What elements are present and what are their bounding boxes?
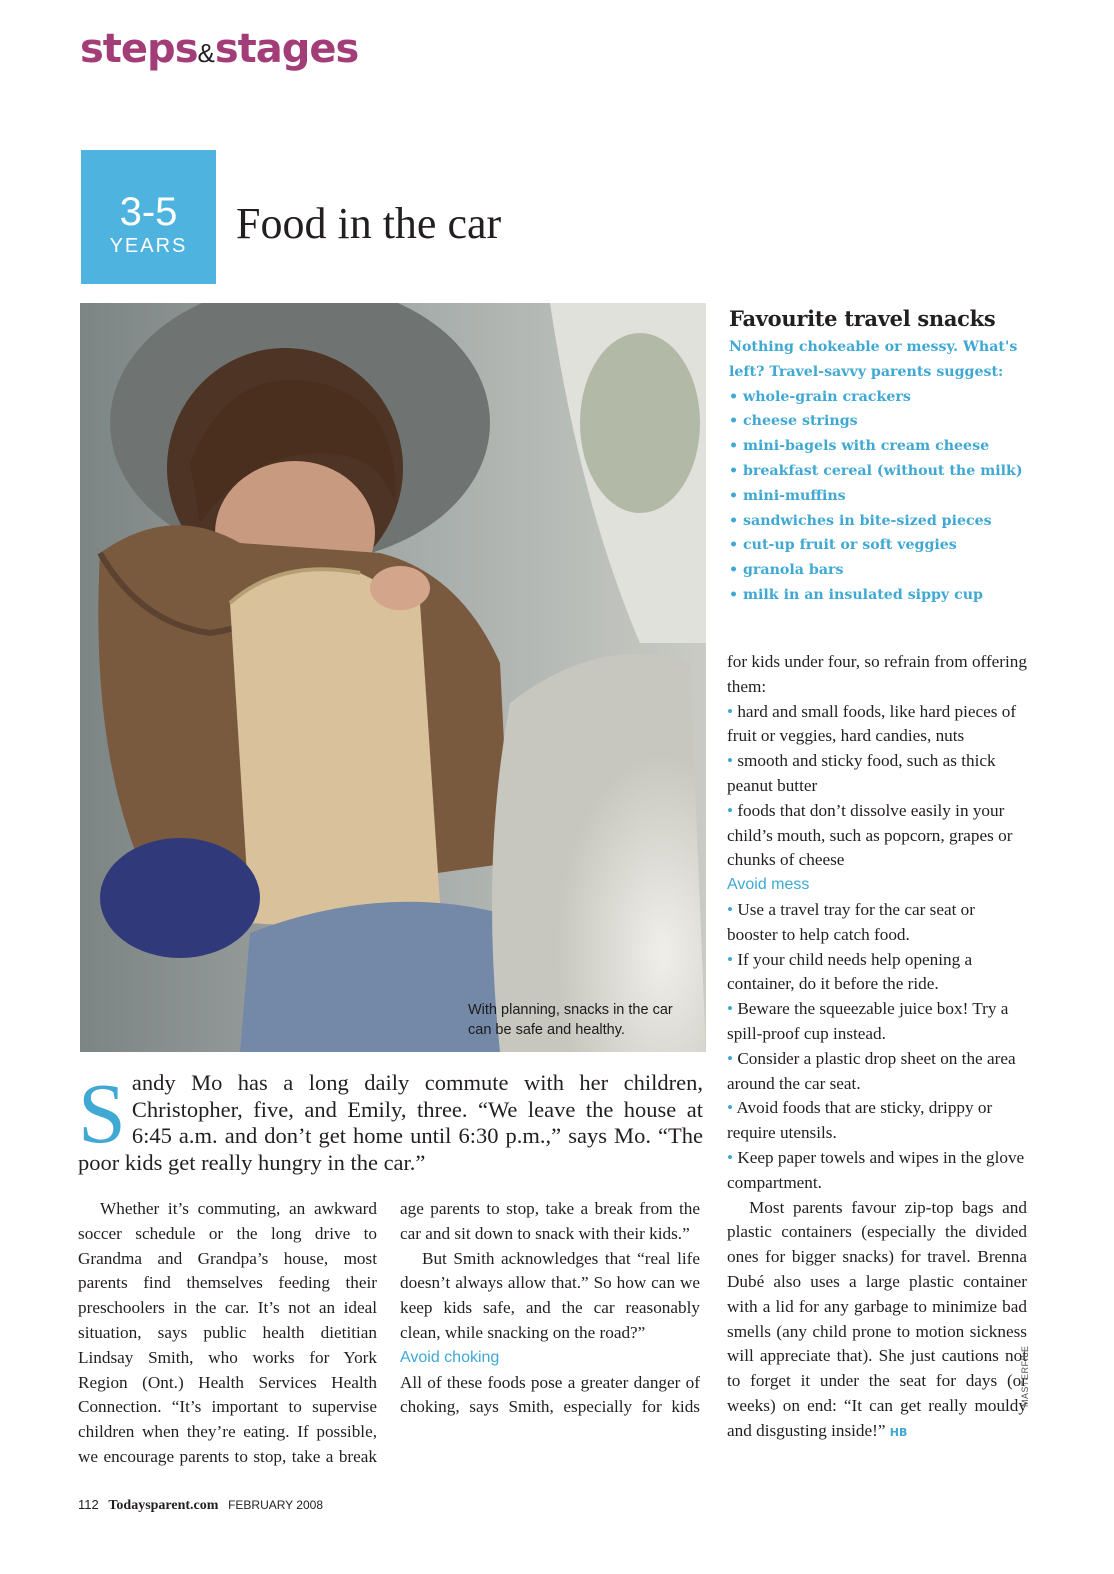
mess-item: • Consider a plastic drop sheet on the area around the car seat. [727,1048,1016,1093]
body-paragraph: Whether it’s commuting, an awkward soccer schedule or the long drive to Grandma and Grandpa’s house, most parents find themselves feeding their preschoolers in the car. It’s not an ideal situation, says public health dietitian Lindsay Smith, who works for York Region (Ont.) Health Services Health Connection. “It’s important to supervise children when they’re eating. If possible, we encourage parents to stop, take a break [78,1199,377,1466]
mess-item: • Use a travel tray for the car seat or booster to help catch food. [727,899,975,944]
choking-item: • foods that don’t dissolve easily in your child’s mouth, such as popcorn, grapes or chunks of cheese [727,800,1013,870]
body-paragraph: All of these foods pose a greater danger of choking, says Smith, especially for kids [400,1372,700,1417]
snack-item: • milk in an insulated sippy cup [729,586,983,603]
snack-item: • cheese strings [729,413,858,430]
child-eating-in-car-illustration [80,303,706,1052]
snack-item: • whole-grain crackers [729,388,911,405]
article-photo [80,303,706,1052]
subhead-avoid-choking: Avoid choking [400,1348,500,1366]
section-word-stages: stages [214,26,359,72]
lede-text: andy Mo has a long daily commute with her children, Christopher, five, and Emily, three. “We leave the house at 6:45 a.m. and don’t get home until 6:30 p.m.,” says Mo. “The poor kids get really hungry in the car.” [78,1070,703,1175]
drop-cap: S [78,1065,126,1161]
article-headline: Food in the car [236,199,502,248]
section-word-steps: steps [80,26,198,72]
mess-item: • If your child needs help opening a container, do it before the ride. [727,949,973,994]
snack-item: • sandwiches in bite-sized pieces [729,512,992,529]
mess-item: • Keep paper towels and wipes in the glove compartment. [727,1147,1025,1192]
age-unit: YEARS [109,235,188,257]
sidebar-box [729,335,1049,608]
body-paragraph: age parents to stop, take a break from the car and sit down to snack with their kids.” [400,1199,700,1243]
photo-credit: MASTERFILE [1020,1345,1030,1407]
page-footer [78,1497,323,1514]
lede-paragraph [78,1065,703,1176]
author-signature: HB [889,1425,908,1439]
mess-item: • Avoid foods that are sticky, drippy or require utensils. [727,1098,993,1143]
body-paragraph: Most parents favour zip-top bags and plastic containers (especially the divided ones for bigger snacks) for travel. Brenna Dubé also uses a large plastic container with a lid for any garbage to minimize bad smells (any child prone to motion sickness will appreciate that). She just cautions not to forget it under the seat for days (or weeks) on end: “It can get really mouldy and disgusting inside!” HB [727,1197,1027,1440]
choking-item: • smooth and sticky food, such as thick peanut butter [727,751,996,795]
snack-item: • breakfast cereal (without the milk) [729,462,1023,479]
sidebar-intro: Nothing chokeable or messy. What's left? Travel-savvy parents suggest: [729,339,1018,380]
body-paragraph: But Smith acknowledges that “real life doesn’t always allow that.” So how can we keep kids safe, and the car reasonably clean, while snacking on the road?” [400,1248,700,1342]
page-number: 112 [78,1497,99,1512]
body-column-3 [727,650,1027,1446]
section-ampersand: & [197,38,215,68]
sidebar-title: Favourite travel snacks [729,306,996,331]
snack-item: • mini-muffins [729,487,846,504]
age-range: 3-5 [119,190,178,234]
body-column-2 [400,1197,700,1421]
snack-item: • granola bars [729,562,844,579]
snack-list [729,385,1049,608]
snack-item: • mini-bagels with cream cheese [729,438,990,455]
site-name: Todaysparent.com [108,1498,219,1513]
body-column-1 [78,1197,377,1469]
subhead-avoid-mess: Avoid mess [727,876,810,894]
choking-item: • hard and small foods, like hard pieces of fruit or veggies, hard candies, nuts [727,701,1017,746]
snack-item: • cut-up fruit or soft veggies [729,537,957,554]
issue-date: FEBRUARY 2008 [228,1498,324,1512]
mess-item: • Beware the squeezable juice box! Try a spill-proof cup instead. [727,999,1009,1043]
age-badge [81,150,216,284]
photo-caption: With planning, snacks in the car can be safe and healthy. [468,1002,673,1038]
body-paragraph: for kids under four, so refrain from offering them: [727,652,1027,696]
section-header [80,26,358,72]
